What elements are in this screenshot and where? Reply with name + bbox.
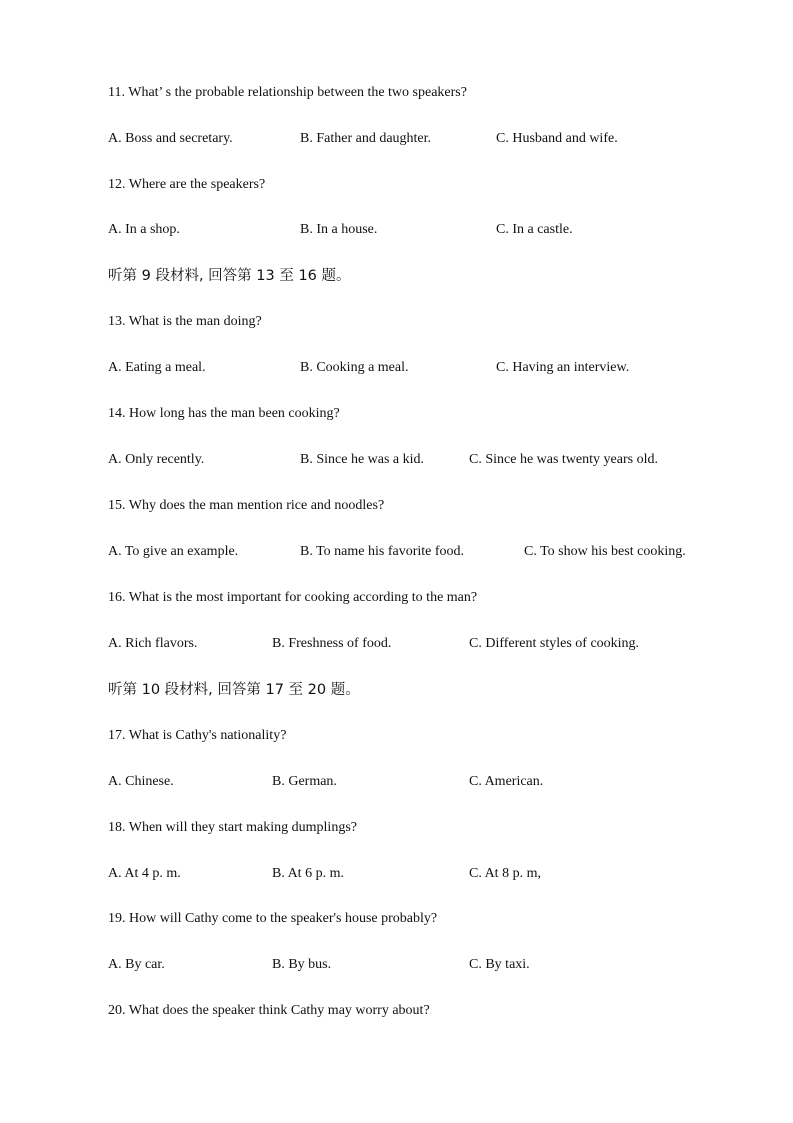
option-12b: B. In a house.	[300, 222, 378, 237]
option-18c: C. At 8 p. m,	[469, 866, 541, 881]
option-12a: A. In a shop.	[108, 222, 180, 237]
option-19a: A. By car.	[108, 957, 165, 972]
option-18b: B. At 6 p. m.	[272, 866, 344, 881]
question-14: 14. How long has the man been cooking?	[108, 406, 340, 421]
option-14c: C. Since he was twenty years old.	[469, 452, 658, 467]
option-13a: A. Eating a meal.	[108, 360, 206, 375]
question-16: 16. What is the most important for cooking according to the man?	[108, 590, 478, 605]
question-11: 11. What’ s the probable relationship between the two speakers?	[108, 85, 467, 100]
question-12: 12. Where are the speakers?	[108, 177, 266, 192]
question-19: 19. How will Cathy come to the speaker's house probably?	[108, 911, 438, 926]
option-17c: C. American.	[469, 774, 544, 789]
option-11a: A. Boss and secretary.	[108, 131, 233, 146]
option-12c: C. In a castle.	[496, 222, 573, 237]
option-11b: B. Father and daughter.	[300, 131, 432, 146]
option-13b: B. Cooking a meal.	[300, 360, 409, 375]
option-13c: C. Having an interview.	[496, 360, 630, 375]
option-18a: A. At 4 p. m.	[108, 866, 181, 881]
option-11c: C. Husband and wife.	[496, 131, 618, 146]
question-18: 18. When will they start making dumplings?	[108, 820, 357, 835]
option-17b: B. German.	[272, 774, 337, 789]
option-16a: A. Rich flavors.	[108, 636, 198, 651]
question-20: 20. What does the speaker think Cathy may worry about?	[108, 1003, 430, 1018]
option-19c: C. By taxi.	[469, 957, 530, 972]
option-15c: C. To show his best cooking.	[524, 544, 686, 559]
option-19b: B. By bus.	[272, 957, 332, 972]
option-15b: B. To name his favorite food.	[300, 544, 465, 559]
option-14b: B. Since he was a kid.	[300, 452, 425, 467]
section-heading-10: 听第 10 段材料, 回答第 17 至 20 题。	[108, 682, 360, 698]
section-heading-9: 听第 9 段材料, 回答第 13 至 16 题。	[108, 268, 351, 284]
question-15: 15. Why does the man mention rice and noodles?	[108, 498, 385, 513]
option-14a: A. Only recently.	[108, 452, 205, 467]
question-17: 17. What is Cathy's nationality?	[108, 728, 287, 743]
option-17a: A. Chinese.	[108, 774, 174, 789]
option-15a: A. To give an example.	[108, 544, 239, 559]
option-16b: B. Freshness of food.	[272, 636, 392, 651]
question-13: 13. What is the man doing?	[108, 314, 262, 329]
option-16c: C. Different styles of cooking.	[469, 636, 640, 651]
